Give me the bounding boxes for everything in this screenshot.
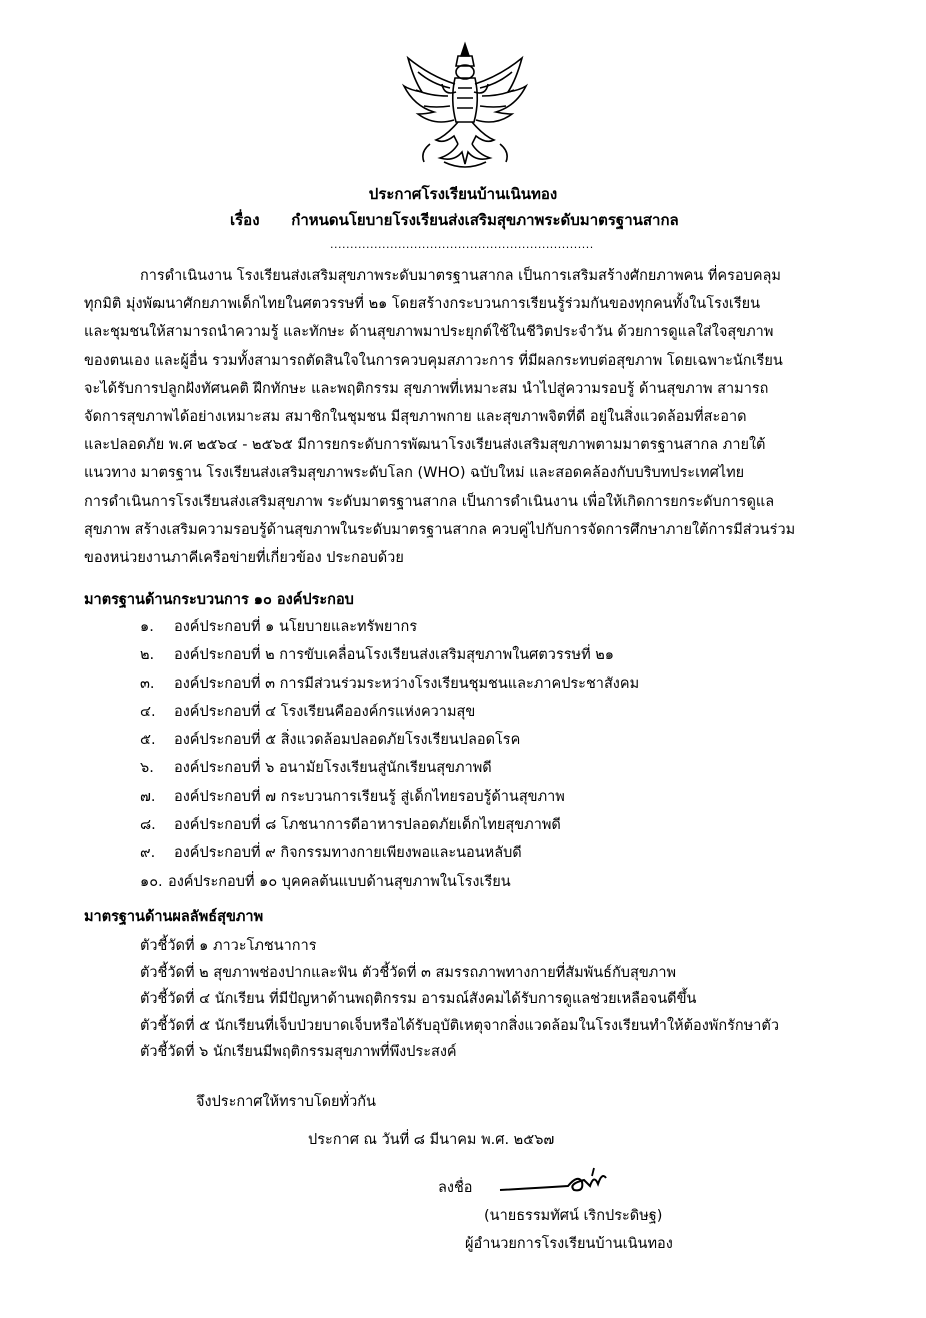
intro-paragraph	[84, 262, 844, 572]
indicator-item: ตัวชี้วัดที่ ๖ นักเรียนมีพฤติกรรมสุขภาพที่พึงประสงค์	[140, 1044, 457, 1060]
intro-line: ของตนเอง และผู้อื่น รวมทั้งสามารถตัดสินใจในการควบคุมสภาวะการ ที่มีผลกระทบต่อสุขภาพ โดยเฉพาะนักเรียน	[84, 352, 783, 369]
item-text: องค์ประกอบที่ ๓ การมีส่วนร่วมระหว่างโรงเรียนชุมชนและภาคประชาสังคม	[174, 675, 640, 692]
process-heading: มาตรฐานด้านกระบวนการ ๑๐ องค์ประกอบ	[84, 592, 354, 608]
list-item	[140, 726, 639, 754]
announcement-date: ประกาศ ณ วันที่ ๘ มีนาคม พ.ศ. ๒๕๖๗	[308, 1132, 555, 1148]
item-text: องค์ประกอบที่ ๔ โรงเรียนคือองค์กรแห่งความสุข	[174, 703, 476, 720]
item-number: ๖.	[140, 760, 154, 777]
list-item	[140, 783, 639, 811]
item-number: ๑.	[140, 619, 154, 635]
outcome-heading: มาตรฐานด้านผลลัพธ์สุขภาพ	[84, 909, 264, 925]
intro-line: แนวทาง มาตรฐาน โรงเรียนส่งเสริมสุขภาพระดับโลก (WHO) ฉบับใหม่ และสอดคล้องกับบริบทประเทศไทย	[84, 465, 745, 482]
item-number: ๑๐.	[140, 873, 163, 890]
subject-line	[230, 208, 679, 232]
item-text: องค์ประกอบที่ ๑ นโยบายและทรัพยากร	[174, 619, 418, 635]
item-text: องค์ประกอบที่ ๑๐ บุคคลต้นแบบด้านสุขภาพในโรงเรียน	[168, 873, 511, 890]
indicator-item: ตัวชี้วัดที่ ๑ ภาวะโภชนาการ	[140, 938, 317, 954]
separator-dots: ..................................................................	[330, 238, 594, 251]
item-number: ๒.	[140, 647, 155, 664]
item-number: ๗.	[140, 788, 156, 805]
item-number: ๕.	[140, 732, 156, 749]
intro-line: การดำเนินการโรงเรียนส่งเสริมสุขภาพ ระดับมาตรฐานสากล เป็นการดำเนินงาน เพื่อให้เกิดการยกระดับการดูแล	[84, 493, 775, 510]
list-item	[140, 670, 639, 698]
item-number: ๓.	[140, 675, 155, 692]
indicator-item: ตัวชี้วัดที่ ๕ นักเรียนที่เจ็บป่วยบาดเจ็บหรือได้รับอุบัติเหตุจากสิ่งแวดล้อมในโรงเรียนทำให้ต้องพักรักษาตัว	[140, 1017, 779, 1034]
list-item	[140, 641, 639, 669]
indicator-item: ตัวชี้วัดที่ ๔ นักเรียน ที่มีปัญหาด้านพฤติกรรม อารมณ์สังคมได้รับการดูแลช่วยเหลือจนดีขึ้น	[140, 991, 697, 1007]
signature-icon	[498, 1164, 688, 1200]
item-number: ๙.	[140, 845, 156, 862]
intro-line: และปลอดภัย พ.ศ ๒๕๖๔ - ๒๕๖๕ มีการยกระดับการพัฒนาโรงเรียนส่งเสริมสุขภาพตามมาตรฐานสากล ภายใต้	[84, 437, 766, 454]
item-text: องค์ประกอบที่ ๘ โภชนาการดีอาหารปลอดภัยเด็กไทยสุขภาพดี	[174, 817, 561, 834]
item-number: ๔.	[140, 703, 156, 720]
list-item	[140, 698, 639, 726]
indicators-list	[140, 933, 779, 1066]
item-text: องค์ประกอบที่ ๕ สิ่งแวดล้อมปลอดภัยโรงเรียนปลอดโรค	[174, 732, 521, 749]
item-number: ๘.	[140, 817, 156, 834]
list-item	[140, 613, 639, 641]
intro-line: จะได้รับการปลูกฝังทัศนคติ ฝึกทักษะ และพฤติกรรม สุขภาพที่เหมาะสม นำไปสู่ความรอบรู้ ด้านสุขภาพ สามารถ	[84, 380, 769, 397]
item-text: องค์ประกอบที่ ๖ อนามัยโรงเรียนสู่นักเรียนสุขภาพดี	[174, 760, 492, 777]
intro-line: จัดการสุขภาพได้อย่างเหมาะสม สมาชิกในชุมชน มีสุขภาพกาย และสุขภาพจิตที่ดี อยู่ในสิ่งแวดล้อมที่สะอาด	[84, 408, 747, 425]
indicator-item: ตัวชี้วัดที่ ๒ สุขภาพช่องปากและฟัน ตัวชี้วัดที่ ๓ สมรรถภาพทางกายที่สัมพันธ์กับสุขภาพ	[140, 964, 677, 981]
list-item	[140, 839, 639, 867]
intro-line: ทุกมิติ มุ่งพัฒนาศักยภาพเด็กไทยในศตวรรษที่ ๒๑ โดยสร้างกระบวนการเรียนรู้ร่วมกันของทุกคนทั้งในโรงเรียน	[84, 296, 761, 313]
closing-statement: จึงประกาศให้ทราบโดยทั่วกัน	[196, 1094, 376, 1110]
list-item	[140, 811, 639, 839]
list-item	[140, 754, 639, 782]
components-list	[140, 613, 639, 896]
sign-label: ลงชื่อ	[438, 1180, 473, 1196]
intro-line: สุขภาพ สร้างเสริมความรอบรู้ด้านสุขภาพในระดับมาตรฐานสากล ควบคู่ไปกับการจัดการศึกษาภายใต้การมีส่วนร่วม	[84, 521, 796, 538]
garuda-emblem-icon	[400, 40, 530, 176]
signer-name: (นายธรรมทัศน์ เริกประดิษฐ)	[484, 1208, 663, 1224]
document-title: ประกาศโรงเรียนบ้านเนินทอง	[368, 185, 558, 203]
item-text: องค์ประกอบที่ ๗ กระบวนการเรียนรู้ สู่เด็กไทยรอบรู้ด้านสุขภาพ	[174, 788, 565, 805]
list-item	[140, 868, 639, 896]
item-text: องค์ประกอบที่ ๒ การขับเคลื่อนโรงเรียนส่งเสริมสุขภาพในศตวรรษที่ ๒๑	[174, 647, 615, 664]
intro-line: ของหน่วยงานภาคีเครือข่ายที่เกี่ยวข้อง ประกอบด้วย	[84, 549, 404, 566]
item-text: องค์ประกอบที่ ๙ กิจกรรมทางกายเพียงพอและนอนหลับดี	[174, 845, 522, 862]
signer-position: ผู้อำนวยการโรงเรียนบ้านเนินทอง	[465, 1236, 673, 1252]
subject-text: กำหนดนโยบายโรงเรียนส่งเสริมสุขภาพระดับมาตรฐานสากล	[291, 211, 679, 229]
subject-label: เรื่อง	[230, 211, 260, 229]
intro-line: การดำเนินงาน โรงเรียนส่งเสริมสุขภาพระดับมาตรฐานสากล เป็นการเสริมสร้างศักยภาพคน ที่ครอบคลุม	[140, 268, 781, 284]
intro-line: และชุมชนให้สามารถนำความรู้ และทักษะ ด้านสุขภาพมาประยุกต์ใช้ในชีวิตประจำวัน ด้วยการดูแลใส่ใจสุขภาพ	[84, 324, 774, 341]
